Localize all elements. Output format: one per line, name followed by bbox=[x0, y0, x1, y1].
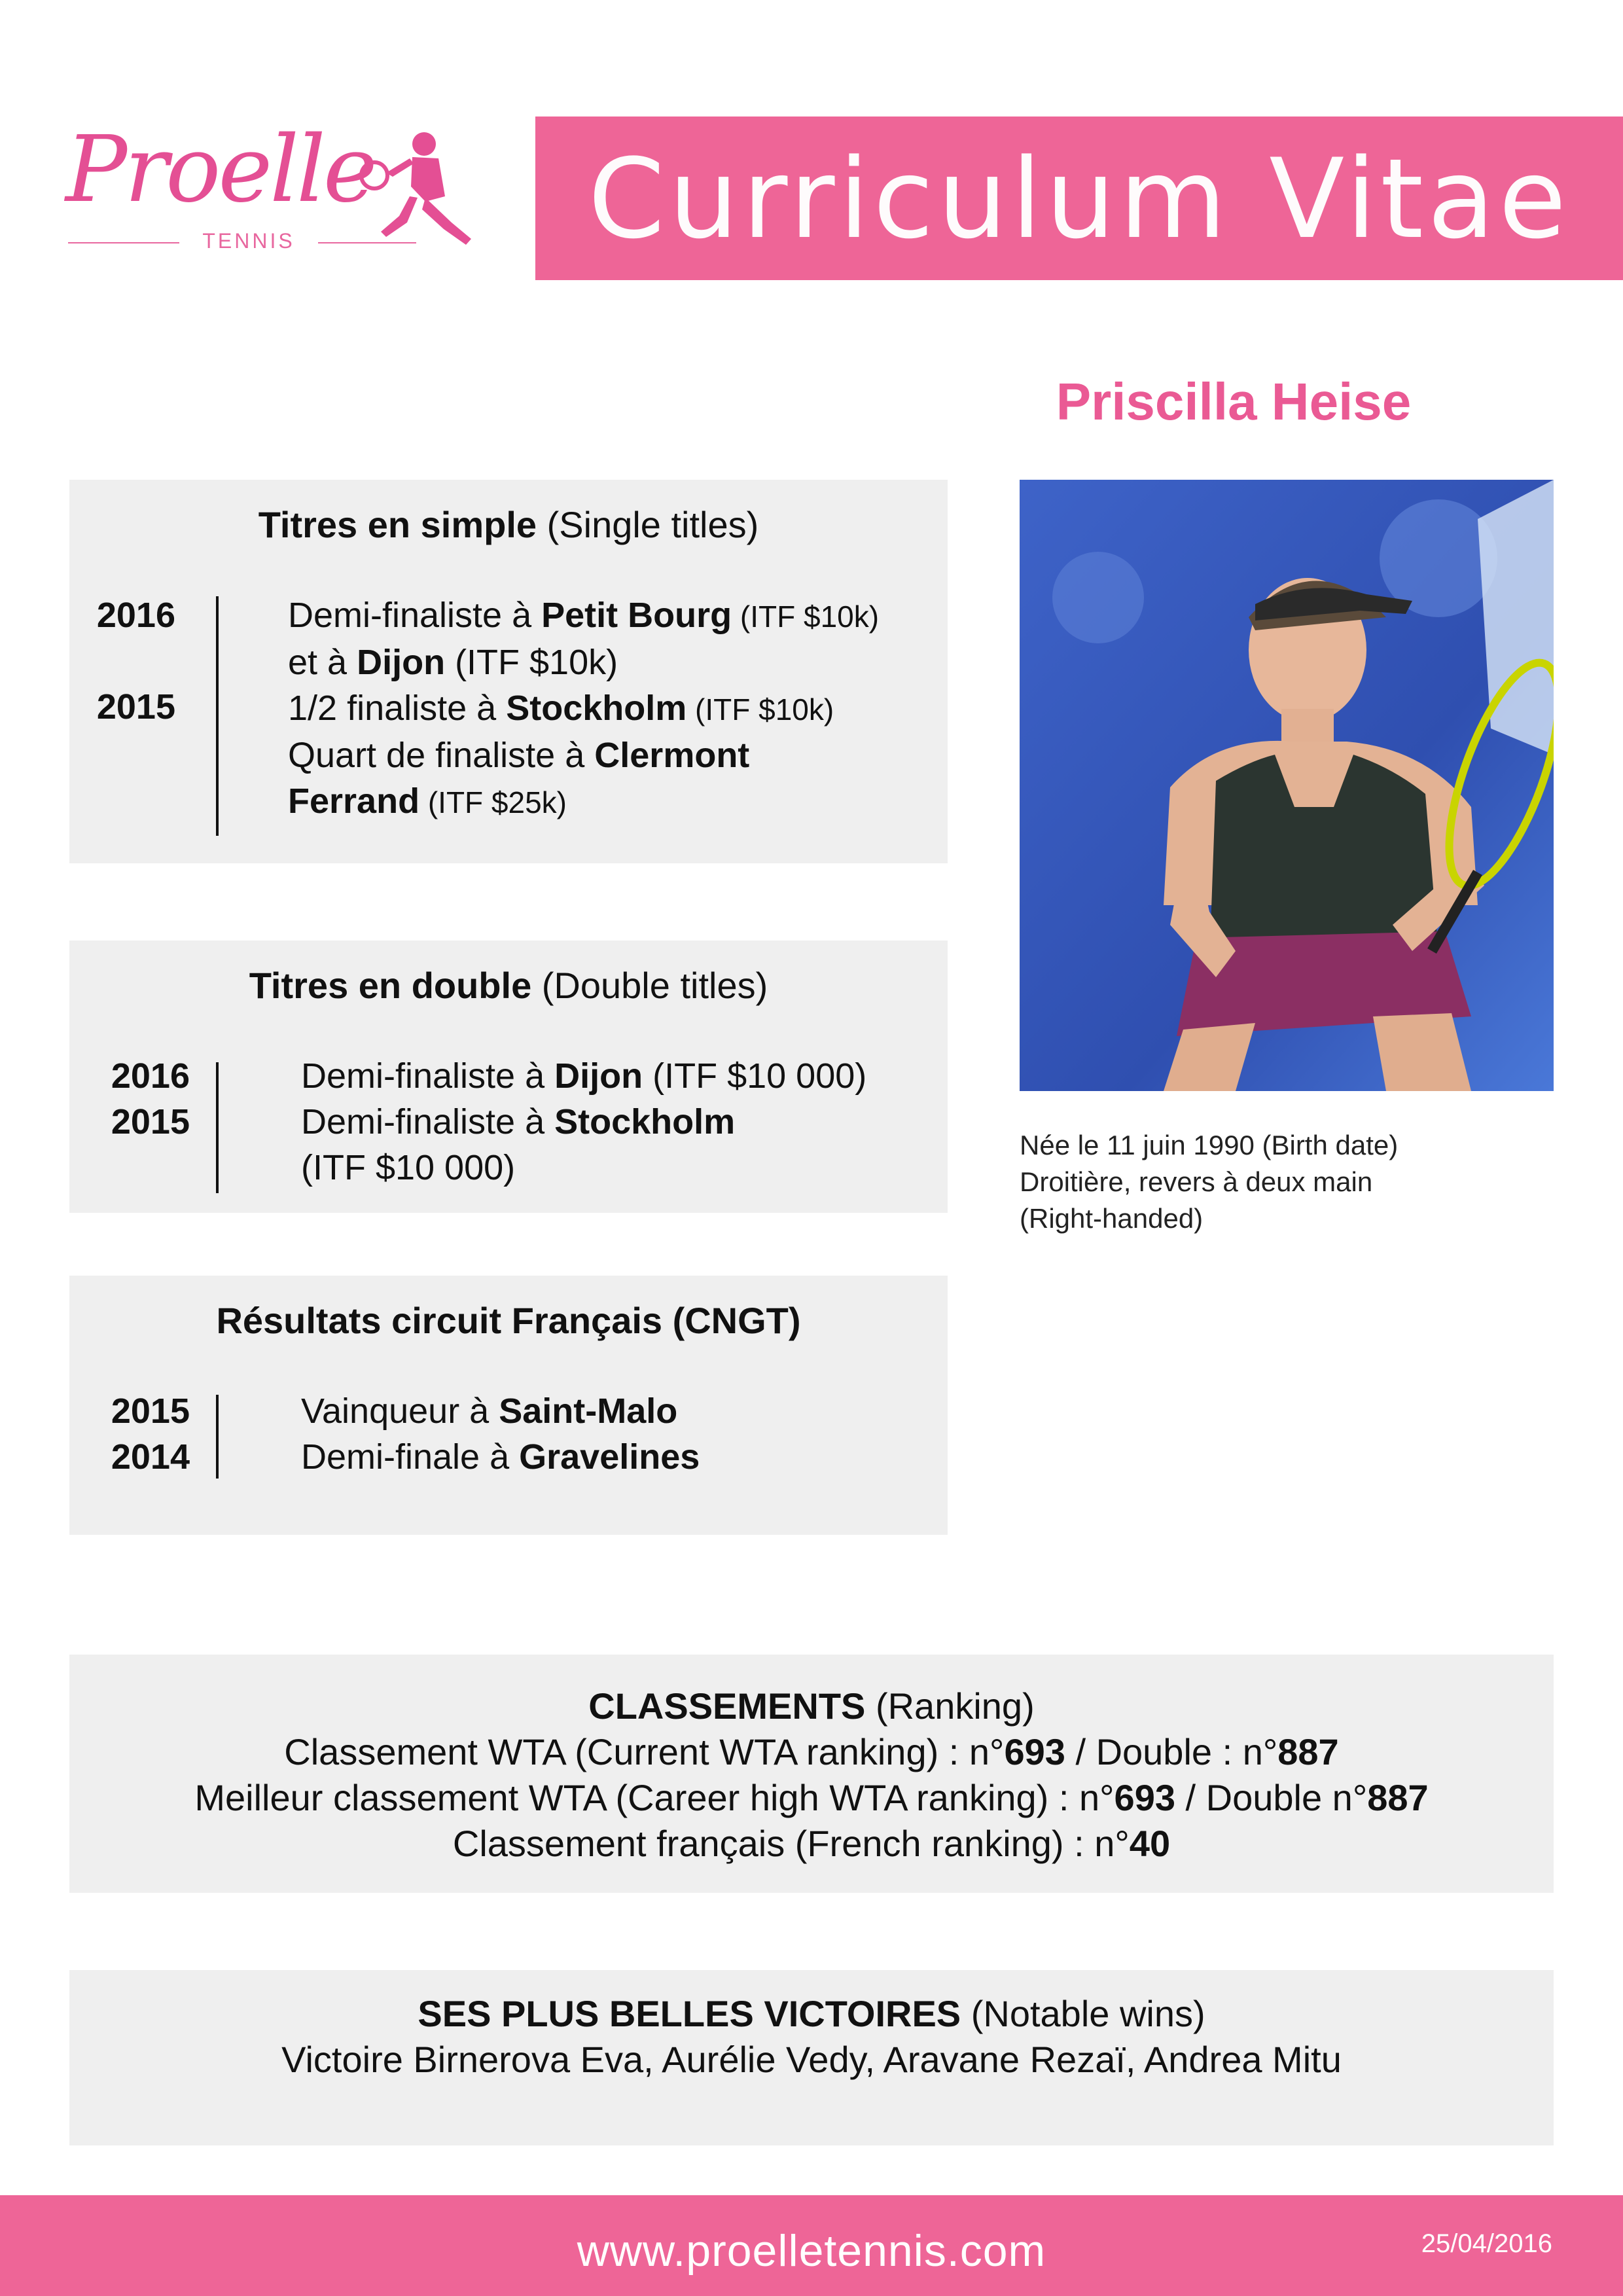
ranking-current: Classement WTA (Current WTA ranking) : n°693 / Double : n°887 bbox=[284, 1731, 1339, 1772]
result-line: Vainqueur à Saint-Malo bbox=[301, 1391, 678, 1431]
result-line: et à Dijon (ITF $10k) bbox=[288, 643, 618, 682]
tennis-player-icon bbox=[347, 124, 478, 255]
brand-logo bbox=[65, 117, 471, 262]
result-line: Demi-finaliste à Dijon (ITF $10 000) bbox=[301, 1056, 867, 1096]
ranking-title: CLASSEMENTS (Ranking) bbox=[588, 1685, 1035, 1727]
logo-text: Proelle bbox=[65, 117, 375, 223]
ranking-text bbox=[69, 1683, 1554, 1867]
year: 2015 bbox=[111, 1391, 190, 1431]
header-banner bbox=[535, 117, 1623, 280]
result-line: 1/2 finaliste à Stockholm (ITF $10k) bbox=[288, 689, 834, 728]
year bbox=[69, 638, 175, 684]
year: 2016 bbox=[111, 1056, 190, 1096]
wins-panel bbox=[69, 1970, 1554, 2145]
ranking-french: Classement français (French ranking) : n°40 bbox=[452, 1823, 1171, 1864]
logo-subtext: TENNIS bbox=[202, 229, 295, 253]
ranking-panel bbox=[69, 1655, 1554, 1893]
cngt-years bbox=[69, 1388, 190, 1480]
wins-list: Victoire Birnerova Eva, Aurélie Vedy, Aravane Rezaï, Andrea Mitu bbox=[281, 2039, 1342, 2080]
cngt-results bbox=[301, 1388, 700, 1480]
year: 2015 bbox=[96, 687, 175, 726]
wins-text bbox=[69, 1991, 1554, 2083]
doubles-years bbox=[69, 1053, 190, 1145]
page-title: Curriculum Vitae bbox=[588, 135, 1571, 263]
year: 2016 bbox=[96, 596, 175, 635]
cngt-title: Résultats circuit Français (CNGT) bbox=[216, 1300, 801, 1341]
singles-title: Titres en simple (Single titles) bbox=[258, 504, 759, 545]
divider bbox=[216, 1395, 219, 1479]
cngt-panel bbox=[69, 1276, 948, 1535]
ranking-career-high: Meilleur classement WTA (Career high WTA ranking) : n°693 / Double n°887 bbox=[194, 1777, 1429, 1818]
divider bbox=[216, 596, 219, 836]
singles-panel bbox=[69, 480, 948, 863]
singles-results bbox=[288, 592, 879, 825]
website-link[interactable]: www.proelletennis.com bbox=[577, 2226, 1046, 2276]
footer-bar bbox=[0, 2195, 1623, 2296]
player-bio bbox=[1020, 1127, 1556, 1237]
bio-line: Née le 11 juin 1990 (Birth date) bbox=[1020, 1130, 1399, 1160]
player-photo bbox=[1020, 480, 1554, 1091]
doubles-panel bbox=[69, 941, 948, 1213]
year: 2015 bbox=[111, 1102, 190, 1141]
player-name: Priscilla Heise bbox=[1056, 372, 1412, 431]
logo-rule-left bbox=[68, 242, 179, 243]
singles-years bbox=[69, 592, 175, 730]
result-line: Demi-finale à Gravelines bbox=[301, 1437, 700, 1477]
result-line: (ITF $10 000) bbox=[301, 1148, 516, 1187]
bio-line: Droitière, revers à deux main bbox=[1020, 1166, 1373, 1197]
doubles-results bbox=[301, 1053, 866, 1191]
doubles-title: Titres en double (Double titles) bbox=[249, 965, 768, 1006]
result-line: Quart de finaliste à Clermont bbox=[288, 736, 750, 775]
document-date: 25/04/2016 bbox=[1421, 2229, 1552, 2258]
result-line: Demi-finaliste à Stockholm bbox=[301, 1102, 736, 1141]
result-line: Demi-finaliste à Petit Bourg (ITF $10k) bbox=[288, 596, 880, 635]
bio-line: (Right-handed) bbox=[1020, 1203, 1204, 1234]
year: 2014 bbox=[111, 1437, 190, 1477]
divider bbox=[216, 1062, 219, 1193]
result-line: Ferrand (ITF $25k) bbox=[288, 781, 567, 821]
wins-title: SES PLUS BELLES VICTOIRES (Notable wins) bbox=[418, 1993, 1205, 2034]
